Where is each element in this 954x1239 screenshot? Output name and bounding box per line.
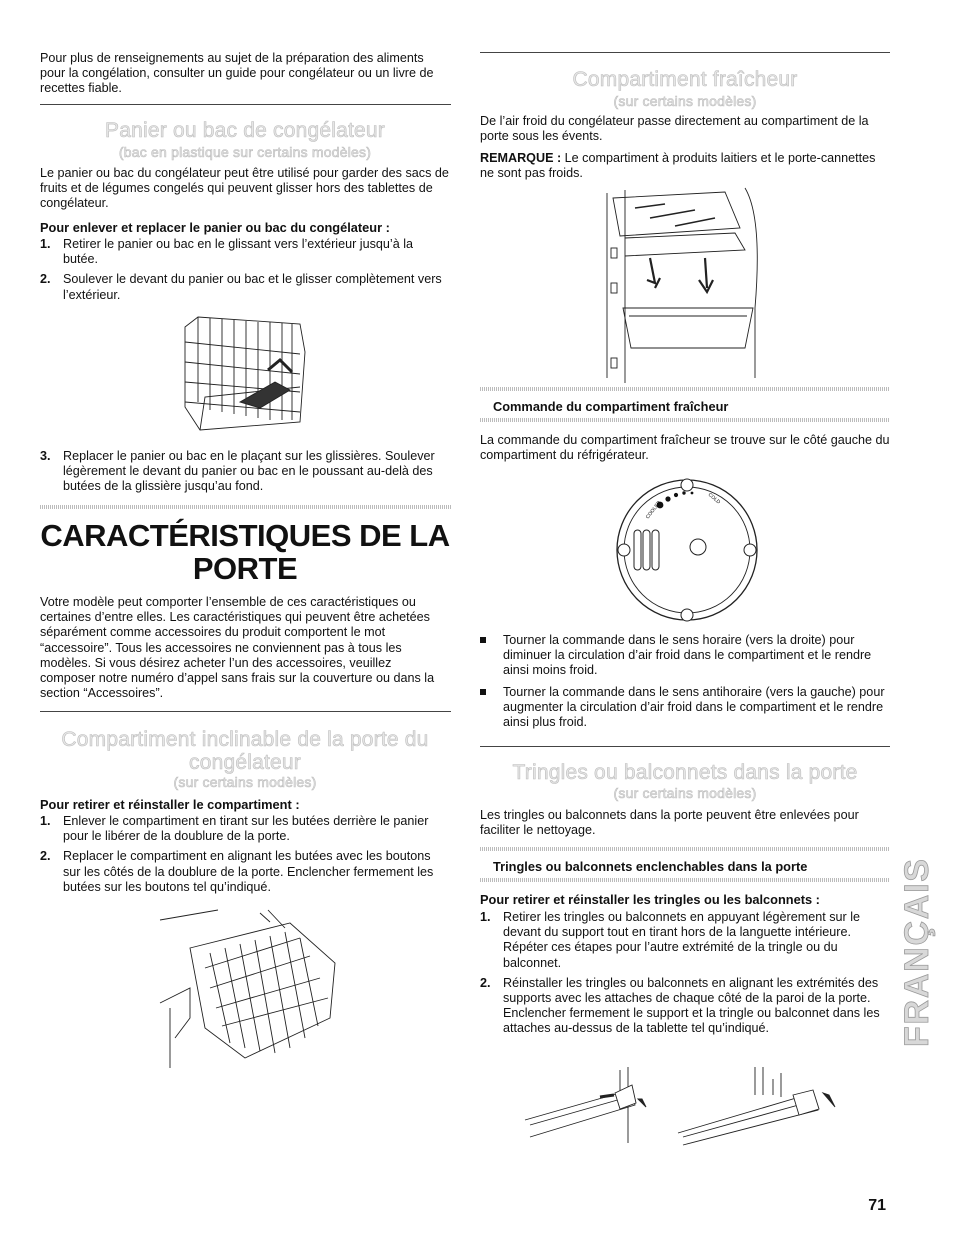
dotted-divider bbox=[480, 418, 890, 422]
section-divider bbox=[40, 104, 451, 105]
dial-label-cooler: COOLER bbox=[644, 499, 663, 521]
bins-section-title: Tringles ou balconnets dans la porte bbox=[512, 761, 858, 784]
list-item: Tourner la commande dans le sens antihoraire (vers la gauche) pour augmenter la circulation d’air froid dans le compartiment et le rendre ainsi plus froid. bbox=[480, 685, 890, 731]
language-sidebar-label bbox=[896, 852, 942, 1062]
section-divider bbox=[40, 711, 451, 712]
list-item: 1. Retirer les tringles ou balconnets en appuyant légèrement sur le devant du support tout en tirant hors de la languette intérieure. Répéter ces étapes pour l’autre extrémité de la tringle ou du balconnet. bbox=[480, 910, 861, 970]
tilt-steps-list bbox=[40, 814, 450, 900]
freezer-basket-illustration bbox=[180, 312, 310, 437]
bins-steps-list bbox=[480, 910, 890, 1042]
control-heading: Commande du compartiment fraîcheur bbox=[493, 399, 729, 414]
control-description: La commande du compartiment fraîcheur se trouve sur le côté gauche du compartiment du réfrigérateur. bbox=[480, 433, 890, 463]
fresh-note: REMARQUE : Le compartiment à produits laitiers et le porte-cannettes ne sont pas froids. bbox=[480, 151, 876, 181]
list-item: 1. Enlever le compartiment en tirant sur les butées derrière le panier pour le libérer de la doublure de la porte. bbox=[40, 814, 429, 844]
control-bullets bbox=[480, 633, 890, 736]
dotted-divider bbox=[480, 847, 890, 851]
tilt-section-title-line1: Compartiment inclinable de la porte du bbox=[61, 728, 429, 751]
list-item: 3. Replacer le panier ou bac en le plaçant sur les glissières. Soulever légèrement le devant du panier ou bac en le poussant au-delà des butées de la glissière jusqu’au fond. bbox=[40, 449, 435, 494]
tilt-steps-heading: Pour retirer et réinstaller le compartiment : bbox=[40, 797, 300, 812]
dotted-divider bbox=[40, 505, 451, 509]
features-title-line1: CARACTÉRISTIQUES DE LA bbox=[40, 518, 450, 553]
fresh-section-subtitle: (sur certains modèles) bbox=[613, 93, 757, 109]
bins-snap-heading: Tringles ou balconnets enclenchables dans la porte bbox=[493, 859, 808, 874]
basket-section-subtitle: (bac en plastique sur certains modèles) bbox=[118, 144, 372, 160]
list-item: Tourner la commande dans le sens horaire (vers la droite) pour diminuer la circulation d’air froid dans le compartiment et le rendre ainsi moins froid. bbox=[480, 633, 890, 679]
door-bin-illustration-left bbox=[520, 1065, 650, 1143]
intro-paragraph: Pour plus de renseignements au sujet de la préparation des aliments pour la congélation, consulter un guide pour congélateur ou un livre de recettes fiable. bbox=[40, 51, 434, 96]
basket-step3-list bbox=[40, 449, 450, 500]
fresh-description: De l’air froid du congélateur passe directement au compartiment de la porte sous les évents. bbox=[480, 114, 869, 144]
tilt-section-title-line2: congélateur bbox=[189, 751, 301, 774]
basket-section-title: Panier ou bac de congélateur bbox=[105, 119, 385, 142]
fresh-compartment-illustration bbox=[595, 188, 770, 383]
svg-text:FRANÇAIS: FRANÇAIS bbox=[898, 857, 936, 1047]
features-title-line2: PORTE bbox=[192, 551, 298, 586]
tilt-bin-illustration bbox=[150, 908, 350, 1070]
dotted-divider bbox=[480, 387, 890, 391]
fresh-section-title: Compartiment fraîcheur bbox=[572, 68, 798, 91]
bins-steps-heading: Pour retirer et réinstaller les tringles ou les balconnets : bbox=[480, 892, 820, 907]
dial-label-cold: COLD bbox=[706, 491, 722, 506]
list-item: 1. Retirer le panier ou bac en le glissant vers l’extérieur jusqu’à la butée. bbox=[40, 237, 414, 267]
basket-steps-list bbox=[40, 237, 450, 308]
features-description: Votre modèle peut comporter l’ensemble de ces caractéristiques ou certaines d’entre elles. Les caractéristiques qui peuvent être achetées séparément comme accessoires du produit comportent le mot “accessoire”. Tous les accessoires ne conviennent pas à tous les modèles. Si vous désirez acheter l’un des accessoires, veuillez composer notre numéro d’appel sans frais sur la couverture ou dans la section “Accessoires”. bbox=[40, 595, 435, 701]
door-bin-illustration-right bbox=[673, 1065, 853, 1147]
tilt-section-subtitle: (sur certains modèles) bbox=[173, 774, 317, 790]
section-divider bbox=[480, 52, 890, 53]
list-item: 2. Réinstaller les tringles ou balconnets en alignant les extrémités des supports avec les attaches de chaque côté de la paroi de la porte. Enclencher fermement le support et la tringle ou balconnet dans les attaches au-dessus de la tablette tel qu’indiqué. bbox=[480, 975, 880, 1036]
list-item: 2. Soulever le devant du panier ou bac et le glisser complètement vers l’extérieur. bbox=[40, 272, 442, 302]
fresh-control-dial[interactable] bbox=[612, 475, 762, 625]
basket-description: Le panier ou bac du congélateur peut être utilisé pour garder des sacs de fruits et de légumes congelés qui peuvent glisser hors des tablettes de congélateur. bbox=[40, 166, 449, 211]
bins-section-subtitle: (sur certains modèles) bbox=[613, 785, 757, 801]
basket-steps-heading: Pour enlever et replacer le panier ou bac du congélateur : bbox=[40, 220, 390, 235]
list-item: 2. Replacer le compartiment en alignant les butées avec les boutons sur les côtés de la doublure de la porte. Enclencher fermement les butées sur les boutons tel qu’indiqué. bbox=[40, 849, 434, 894]
dotted-divider bbox=[480, 878, 890, 882]
section-divider bbox=[480, 746, 890, 747]
page-number: 71 bbox=[868, 1197, 886, 1214]
bins-description: Les tringles ou balconnets dans la porte peuvent être enlevées pour faciliter le nettoyage. bbox=[480, 808, 859, 838]
